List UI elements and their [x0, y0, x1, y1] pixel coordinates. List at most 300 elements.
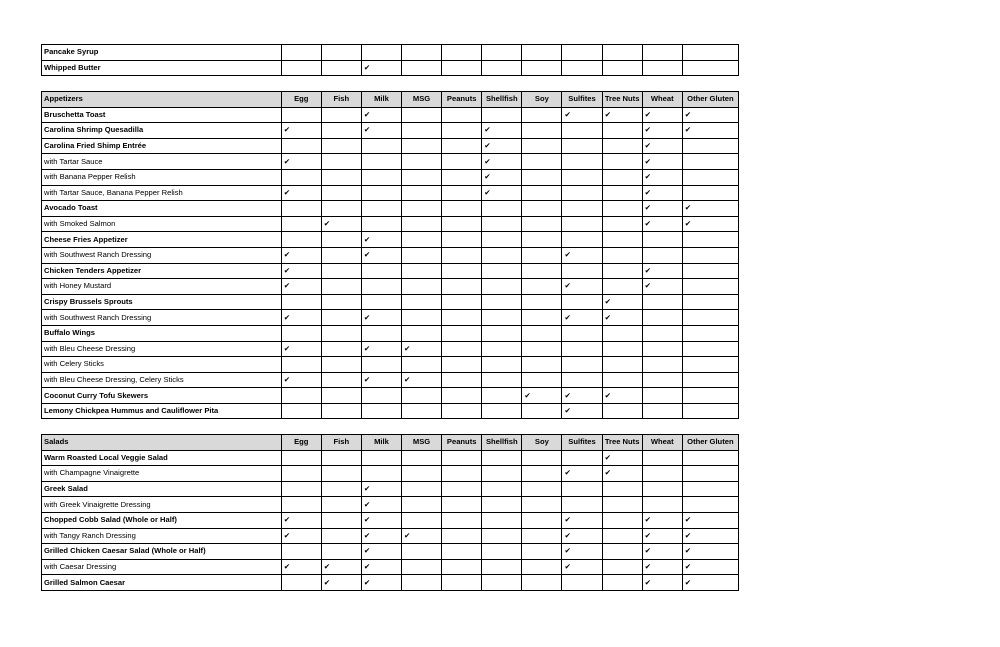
allergen-cell — [682, 294, 738, 310]
top-items-table — [41, 44, 739, 76]
allergen-cell — [321, 325, 361, 341]
sub-item-name: with Tartar Sauce, Banana Pepper Relish — [42, 185, 282, 201]
allergen-cell — [361, 216, 401, 232]
allergen-cell — [442, 341, 482, 357]
allergen-cell — [482, 341, 522, 357]
allergen-cell — [402, 169, 442, 185]
allergen-cell — [642, 45, 682, 61]
allergen-check-icon: ✔ — [642, 138, 682, 154]
allergen-check-icon: ✔ — [281, 310, 321, 326]
allergen-cell — [442, 107, 482, 123]
allergen-cell — [562, 325, 602, 341]
allergen-check-icon: ✔ — [682, 512, 738, 528]
allergen-cell — [522, 107, 562, 123]
table-row — [42, 481, 739, 497]
allergen-cell — [281, 45, 321, 61]
allergen-cell — [642, 247, 682, 263]
allergen-cell — [321, 544, 361, 560]
allergen-check-icon: ✔ — [602, 450, 642, 466]
col-shellfish: Shellfish — [482, 92, 522, 108]
allergen-cell — [602, 357, 642, 373]
allergen-cell — [682, 481, 738, 497]
col-msg: MSG — [402, 92, 442, 108]
allergen-cell — [522, 544, 562, 560]
header-row — [42, 92, 739, 108]
col-peanuts: Peanuts — [442, 92, 482, 108]
allergen-cell — [402, 481, 442, 497]
allergen-check-icon: ✔ — [642, 169, 682, 185]
allergen-cell — [321, 185, 361, 201]
allergen-cell — [482, 388, 522, 404]
allergen-check-icon: ✔ — [682, 123, 738, 139]
allergen-cell — [402, 247, 442, 263]
allergen-cell — [402, 45, 442, 61]
allergen-cell — [281, 232, 321, 248]
allergen-cell — [482, 357, 522, 373]
allergen-cell — [562, 185, 602, 201]
allergen-cell — [361, 466, 401, 482]
allergen-cell — [482, 559, 522, 575]
allergen-check-icon: ✔ — [562, 310, 602, 326]
allergen-check-icon: ✔ — [682, 544, 738, 560]
table-row — [42, 372, 739, 388]
table-row — [42, 528, 739, 544]
sub-item-name: with Caesar Dressing — [42, 559, 282, 575]
allergen-cell — [281, 325, 321, 341]
allergen-cell — [402, 138, 442, 154]
table-row — [42, 294, 739, 310]
allergen-cell — [442, 497, 482, 513]
allergen-check-icon: ✔ — [642, 201, 682, 217]
table-row — [42, 60, 739, 76]
table-row — [42, 512, 739, 528]
allergen-cell — [281, 466, 321, 482]
allergen-cell — [442, 559, 482, 575]
table-row — [42, 123, 739, 139]
allergen-cell — [602, 325, 642, 341]
table-row — [42, 357, 739, 373]
allergen-check-icon: ✔ — [642, 154, 682, 170]
allergen-cell — [402, 575, 442, 591]
salads-table — [41, 434, 739, 591]
table-row — [42, 279, 739, 295]
col-egg: Egg — [281, 435, 321, 451]
table-row — [42, 450, 739, 466]
allergen-cell — [482, 466, 522, 482]
allergen-cell — [321, 201, 361, 217]
allergen-cell — [402, 497, 442, 513]
allergen-cell — [321, 138, 361, 154]
allergen-cell — [482, 450, 522, 466]
allergen-cell — [562, 575, 602, 591]
allergen-cell — [522, 325, 562, 341]
allergen-check-icon: ✔ — [361, 372, 401, 388]
allergen-cell — [682, 232, 738, 248]
allergen-cell — [482, 575, 522, 591]
allergen-cell — [361, 279, 401, 295]
menu-item-name: Pancake Syrup — [42, 45, 282, 61]
allergen-cell — [281, 201, 321, 217]
allergen-cell — [482, 528, 522, 544]
col-milk: Milk — [361, 92, 401, 108]
table-row — [42, 388, 739, 404]
allergen-check-icon: ✔ — [361, 60, 401, 76]
col-peanuts: Peanuts — [442, 435, 482, 451]
allergen-cell — [682, 403, 738, 419]
allergen-cell — [522, 138, 562, 154]
allergen-cell — [361, 450, 401, 466]
allergen-cell — [321, 263, 361, 279]
allergen-cell — [402, 60, 442, 76]
allergen-cell — [522, 450, 562, 466]
allergen-cell — [562, 357, 602, 373]
allergen-cell — [522, 263, 562, 279]
allergen-check-icon: ✔ — [602, 466, 642, 482]
col-tree-nuts: Tree Nuts — [602, 92, 642, 108]
allergen-cell — [442, 201, 482, 217]
allergen-cell — [442, 60, 482, 76]
allergen-cell — [442, 357, 482, 373]
allergen-cell — [402, 216, 442, 232]
allergen-check-icon: ✔ — [642, 216, 682, 232]
allergen-check-icon: ✔ — [562, 528, 602, 544]
allergen-cell — [522, 310, 562, 326]
table-row — [42, 154, 739, 170]
allergen-cell — [562, 60, 602, 76]
allergen-check-icon: ✔ — [361, 544, 401, 560]
allergen-cell — [482, 60, 522, 76]
allergen-check-icon: ✔ — [562, 107, 602, 123]
allergen-cell — [562, 216, 602, 232]
allergen-cell — [281, 450, 321, 466]
allergen-cell — [602, 559, 642, 575]
allergen-cell — [402, 154, 442, 170]
allergen-cell — [281, 169, 321, 185]
allergen-check-icon: ✔ — [602, 388, 642, 404]
allergen-cell — [321, 512, 361, 528]
allergen-cell — [321, 357, 361, 373]
table-row — [42, 403, 739, 419]
allergen-check-icon: ✔ — [281, 279, 321, 295]
allergen-cell — [482, 263, 522, 279]
allergen-cell — [682, 325, 738, 341]
allergen-cell — [281, 575, 321, 591]
allergen-cell — [522, 481, 562, 497]
menu-item-name: Carolina Fried Shimp Entrée — [42, 138, 282, 154]
allergen-check-icon: ✔ — [281, 263, 321, 279]
allergen-cell — [361, 154, 401, 170]
allergen-check-icon: ✔ — [682, 528, 738, 544]
allergen-cell — [482, 201, 522, 217]
allergen-cell — [482, 232, 522, 248]
allergen-check-icon: ✔ — [602, 294, 642, 310]
allergen-cell — [361, 185, 401, 201]
allergen-cell — [522, 45, 562, 61]
allergen-cell — [321, 372, 361, 388]
allergen-cell — [402, 559, 442, 575]
allergen-check-icon: ✔ — [642, 512, 682, 528]
allergen-cell — [562, 341, 602, 357]
allergen-check-icon: ✔ — [281, 372, 321, 388]
allergen-cell — [602, 45, 642, 61]
allergen-cell — [522, 357, 562, 373]
allergen-cell — [522, 279, 562, 295]
table-row — [42, 107, 739, 123]
sub-item-name: with Bleu Cheese Dressing — [42, 341, 282, 357]
allergen-check-icon: ✔ — [361, 341, 401, 357]
allergen-check-icon: ✔ — [321, 216, 361, 232]
allergen-cell — [602, 497, 642, 513]
menu-item-name: Grilled Chicken Caesar Salad (Whole or Half) — [42, 544, 282, 560]
table-row — [42, 341, 739, 357]
allergen-cell — [642, 466, 682, 482]
allergen-cell — [281, 481, 321, 497]
allergen-cell — [402, 325, 442, 341]
col-tree-nuts: Tree Nuts — [602, 435, 642, 451]
allergen-cell — [522, 559, 562, 575]
allergen-cell — [682, 357, 738, 373]
allergen-cell — [522, 294, 562, 310]
allergen-cell — [321, 341, 361, 357]
allergen-cell — [442, 216, 482, 232]
sub-item-name: with Southwest Ranch Dressing — [42, 310, 282, 326]
allergen-check-icon: ✔ — [361, 123, 401, 139]
allergen-cell — [522, 169, 562, 185]
allergen-cell — [402, 232, 442, 248]
allergen-cell — [602, 60, 642, 76]
allergen-cell — [321, 497, 361, 513]
allergen-check-icon: ✔ — [361, 528, 401, 544]
table-row — [42, 185, 739, 201]
allergen-check-icon: ✔ — [642, 528, 682, 544]
col-wheat: Wheat — [642, 435, 682, 451]
allergen-cell — [642, 450, 682, 466]
table-row — [42, 497, 739, 513]
allergen-check-icon: ✔ — [562, 247, 602, 263]
allergen-cell — [442, 123, 482, 139]
allergen-cell — [321, 388, 361, 404]
table-row — [42, 559, 739, 575]
allergen-cell — [442, 263, 482, 279]
allergen-cell — [442, 544, 482, 560]
allergen-check-icon: ✔ — [361, 575, 401, 591]
allergen-cell — [682, 263, 738, 279]
allergen-cell — [682, 185, 738, 201]
allergen-cell — [281, 294, 321, 310]
allergen-cell — [321, 154, 361, 170]
menu-item-name: Bruschetta Toast — [42, 107, 282, 123]
allergen-check-icon: ✔ — [682, 559, 738, 575]
allergen-cell — [321, 310, 361, 326]
allergen-check-icon: ✔ — [682, 216, 738, 232]
allergen-cell — [562, 201, 602, 217]
allergen-check-icon: ✔ — [562, 279, 602, 295]
allergen-cell — [642, 372, 682, 388]
allergen-cell — [522, 403, 562, 419]
allergen-check-icon: ✔ — [281, 559, 321, 575]
allergen-cell — [442, 466, 482, 482]
allergen-cell — [682, 341, 738, 357]
allergen-cell — [482, 372, 522, 388]
table-row — [42, 325, 739, 341]
sub-item-name: with Tartar Sauce — [42, 154, 282, 170]
menu-item-name: Avocado Toast — [42, 201, 282, 217]
allergen-cell — [642, 481, 682, 497]
allergen-cell — [522, 60, 562, 76]
allergen-cell — [442, 325, 482, 341]
allergen-cell — [321, 60, 361, 76]
allergen-cell — [402, 123, 442, 139]
col-soy: Soy — [522, 92, 562, 108]
allergen-check-icon: ✔ — [522, 388, 562, 404]
col-soy: Soy — [522, 435, 562, 451]
allergen-cell — [602, 544, 642, 560]
allergen-cell — [602, 528, 642, 544]
allergen-cell — [562, 263, 602, 279]
allergen-check-icon: ✔ — [361, 232, 401, 248]
menu-item-name: Chicken Tenders Appetizer — [42, 263, 282, 279]
allergen-cell — [442, 372, 482, 388]
allergen-cell — [402, 512, 442, 528]
allergen-cell — [682, 138, 738, 154]
allergen-cell — [642, 232, 682, 248]
allergen-cell — [361, 357, 401, 373]
allergen-cell — [682, 450, 738, 466]
allergen-cell — [682, 310, 738, 326]
allergen-check-icon: ✔ — [642, 107, 682, 123]
allergen-cell — [522, 247, 562, 263]
allergen-cell — [442, 279, 482, 295]
allergen-check-icon: ✔ — [682, 575, 738, 591]
allergen-cell — [682, 169, 738, 185]
allergen-cell — [482, 325, 522, 341]
allergen-cell — [402, 310, 442, 326]
allergen-cell — [442, 310, 482, 326]
allergen-cell — [442, 247, 482, 263]
allergen-cell — [522, 123, 562, 139]
allergen-cell — [442, 154, 482, 170]
allergen-cell — [522, 201, 562, 217]
allergen-check-icon: ✔ — [562, 512, 602, 528]
allergen-cell — [642, 60, 682, 76]
allergen-cell — [321, 45, 361, 61]
allergen-cell — [361, 201, 401, 217]
allergen-cell — [281, 497, 321, 513]
allergen-cell — [642, 357, 682, 373]
allergen-check-icon: ✔ — [642, 185, 682, 201]
allergen-cell — [281, 544, 321, 560]
menu-item-name: Greek Salad — [42, 481, 282, 497]
menu-item-name: Buffalo Wings — [42, 325, 282, 341]
menu-item-name: Carolina Shrimp Quesadilla — [42, 123, 282, 139]
allergen-check-icon: ✔ — [562, 559, 602, 575]
allergen-cell — [482, 216, 522, 232]
allergen-cell — [482, 294, 522, 310]
allergen-cell — [361, 325, 401, 341]
allergen-cell — [402, 357, 442, 373]
allergen-cell — [682, 247, 738, 263]
allergen-check-icon: ✔ — [642, 263, 682, 279]
allergen-check-icon: ✔ — [482, 123, 522, 139]
allergen-cell — [361, 294, 401, 310]
allergen-cell — [482, 279, 522, 295]
allergen-cell — [642, 497, 682, 513]
allergen-cell — [482, 512, 522, 528]
allergen-cell — [522, 341, 562, 357]
allergen-check-icon: ✔ — [562, 466, 602, 482]
allergen-cell — [442, 169, 482, 185]
allergen-check-icon: ✔ — [281, 528, 321, 544]
allergen-check-icon: ✔ — [562, 388, 602, 404]
allergen-cell — [402, 279, 442, 295]
allergen-cell — [602, 512, 642, 528]
allergen-cell — [442, 512, 482, 528]
col-other-gluten: Other Gluten — [682, 92, 738, 108]
allergen-cell — [321, 481, 361, 497]
allergen-cell — [321, 466, 361, 482]
allergen-cell — [602, 232, 642, 248]
allergen-cell — [602, 372, 642, 388]
allergen-cell — [442, 528, 482, 544]
menu-item-name: Chopped Cobb Salad (Whole or Half) — [42, 512, 282, 528]
allergen-cell — [402, 201, 442, 217]
allergen-check-icon: ✔ — [361, 481, 401, 497]
allergen-cell — [682, 279, 738, 295]
allergen-cell — [281, 216, 321, 232]
allergen-cell — [682, 466, 738, 482]
allergen-check-icon: ✔ — [682, 107, 738, 123]
menu-item-name: Whipped Butter — [42, 60, 282, 76]
table-row — [42, 169, 739, 185]
allergen-check-icon: ✔ — [482, 169, 522, 185]
allergen-cell — [642, 294, 682, 310]
allergen-cell — [482, 310, 522, 326]
allergen-cell — [522, 154, 562, 170]
sub-item-name: with Banana Pepper Relish — [42, 169, 282, 185]
table-row — [42, 216, 739, 232]
allergen-cell — [442, 450, 482, 466]
allergen-check-icon: ✔ — [642, 279, 682, 295]
allergen-cell — [562, 294, 602, 310]
allergen-cell — [602, 154, 642, 170]
allergen-cell — [602, 341, 642, 357]
col-shellfish: Shellfish — [482, 435, 522, 451]
col-egg: Egg — [281, 92, 321, 108]
menu-item-name: Crispy Brussels Sprouts — [42, 294, 282, 310]
allergen-cell — [482, 544, 522, 560]
allergen-cell — [682, 154, 738, 170]
allergen-cell — [361, 138, 401, 154]
allergen-check-icon: ✔ — [361, 512, 401, 528]
allergen-cell — [321, 232, 361, 248]
allergen-check-icon: ✔ — [361, 107, 401, 123]
table-row — [42, 138, 739, 154]
allergen-cell — [602, 138, 642, 154]
col-sulfites: Sulfites — [562, 92, 602, 108]
allergen-cell — [642, 325, 682, 341]
allergen-cell — [402, 450, 442, 466]
allergen-check-icon: ✔ — [642, 559, 682, 575]
allergen-cell — [482, 481, 522, 497]
allergen-cell — [602, 263, 642, 279]
allergen-cell — [321, 403, 361, 419]
allergen-cell — [522, 185, 562, 201]
allergen-cell — [562, 138, 602, 154]
allergen-check-icon: ✔ — [482, 138, 522, 154]
allergen-cell — [522, 497, 562, 513]
allergen-cell — [321, 294, 361, 310]
col-sulfites: Sulfites — [562, 435, 602, 451]
